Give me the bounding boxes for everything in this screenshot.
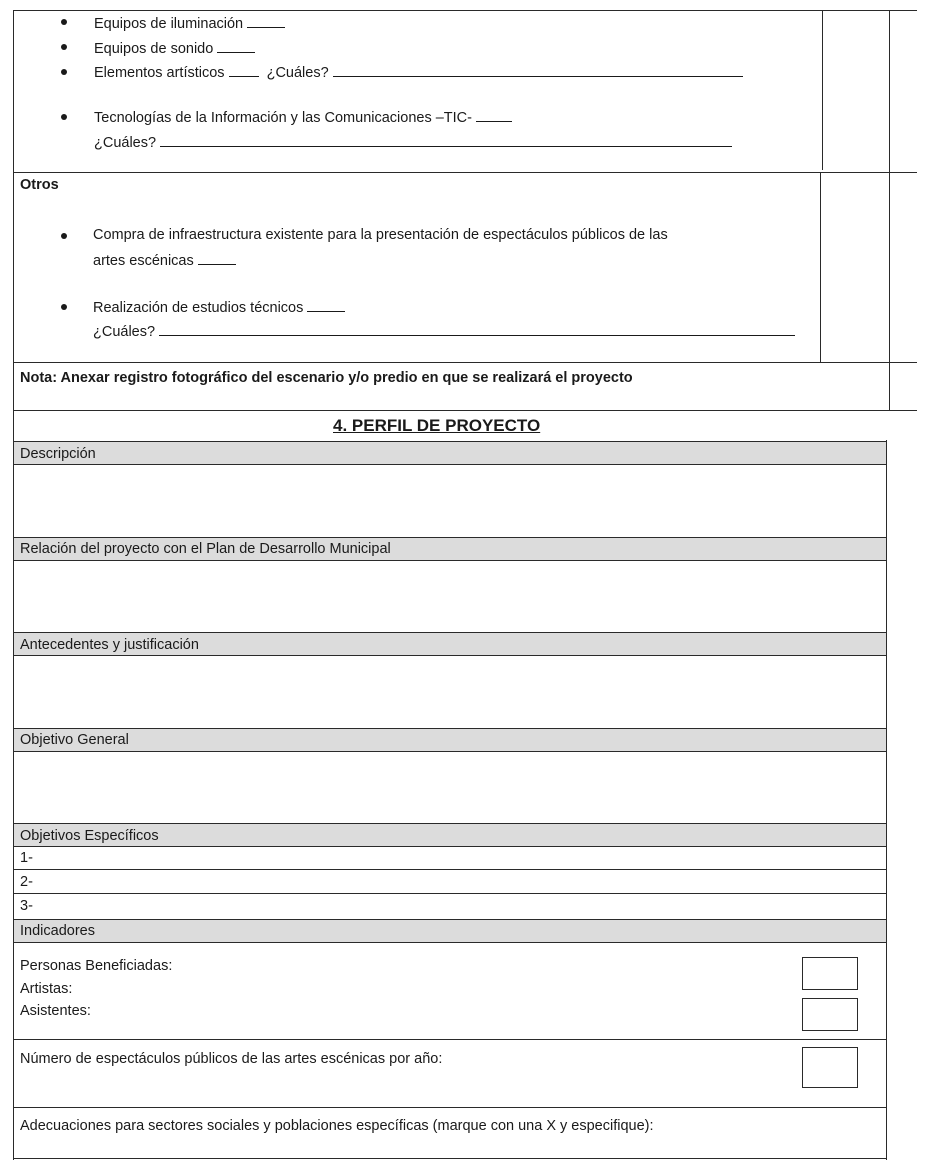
- otros-item-1-line1: Compra de infraestructura existente para la presentación de espectáculos públicos de las: [93, 227, 668, 243]
- bullet-icon: [61, 233, 67, 239]
- answer-blank[interactable]: [476, 107, 512, 122]
- descripcion-label: Descripción: [20, 446, 96, 462]
- answer-blank[interactable]: [247, 13, 285, 28]
- item-question: ¿Cuáles?: [266, 65, 329, 81]
- item-artisticos: [94, 62, 743, 82]
- item-sonido: [94, 38, 255, 58]
- item-label: Equipos de sonido: [94, 41, 214, 57]
- relacion-field[interactable]: [15, 562, 885, 630]
- item-label: Realización de estudios técnicos: [93, 300, 304, 316]
- answer-blank[interactable]: [229, 62, 259, 77]
- antecedentes-field[interactable]: [15, 657, 885, 727]
- item-label: Elementos artísticos: [94, 65, 225, 81]
- otros-item-2: [93, 297, 345, 317]
- numero-espectaculos-box[interactable]: [802, 1047, 858, 1088]
- objetivo-3[interactable]: 3-: [20, 898, 33, 914]
- personas-label: Personas Beneficiadas:: [20, 958, 173, 974]
- otros-item-2-question: [93, 321, 795, 341]
- relacion-label: Relación del proyecto con el Plan de Desarrollo Municipal: [20, 541, 391, 557]
- objetivo-2[interactable]: 2-: [20, 874, 33, 890]
- numero-espectaculos-label: Número de espectáculos públicos de las artes escénicas por año:: [20, 1051, 443, 1067]
- label-bar: [14, 920, 886, 942]
- item-tic: [94, 107, 512, 127]
- answer-blank[interactable]: [198, 250, 236, 265]
- item-question: ¿Cuáles?: [94, 135, 157, 151]
- item-iluminacion: [94, 13, 285, 33]
- answer-blank[interactable]: [307, 297, 345, 312]
- item-label: artes escénicas: [93, 253, 194, 269]
- otros-heading: Otros: [20, 177, 59, 193]
- label-bar: [14, 729, 886, 751]
- answer-blank[interactable]: [217, 38, 255, 53]
- objetivo-general-label: Objetivo General: [20, 732, 129, 748]
- section-title: 4. PERFIL DE PROYECTO: [333, 416, 541, 435]
- bullet-icon: [61, 69, 67, 75]
- asistentes-label: Asistentes:: [20, 1003, 91, 1019]
- adecuaciones-label: Adecuaciones para sectores sociales y poblaciones específicas (marque con una X y especifique):: [20, 1118, 654, 1134]
- asistentes-box[interactable]: [802, 998, 858, 1031]
- bullet-icon: [61, 19, 67, 25]
- artistas-label: Artistas:: [20, 981, 73, 997]
- item-label: Equipos de iluminación: [94, 16, 244, 32]
- otros-item-1-line2: [93, 250, 236, 270]
- nota-text: Nota: Anexar registro fotográfico del escenario y/o predio en que se realizará el proyecto: [20, 370, 633, 386]
- item-question: ¿Cuáles?: [93, 324, 156, 340]
- antecedentes-label: Antecedentes y justificación: [20, 637, 199, 653]
- label-bar: [14, 442, 886, 464]
- objetivo-general-field[interactable]: [15, 753, 885, 821]
- answer-blank[interactable]: [160, 132, 732, 147]
- item-tic-question: [94, 132, 732, 152]
- descripcion-field[interactable]: [15, 466, 885, 536]
- bullet-icon: [61, 114, 67, 120]
- item-label: Tecnologías de la Información y las Comunicaciones –TIC-: [94, 110, 472, 126]
- objetivo-1[interactable]: 1-: [20, 850, 33, 866]
- artistas-box[interactable]: [802, 957, 858, 990]
- objetivos-especificos-label: Objetivos Específicos: [20, 828, 159, 844]
- answer-blank[interactable]: [333, 62, 743, 77]
- indicadores-label: Indicadores: [20, 923, 95, 939]
- answer-blank[interactable]: [159, 321, 795, 336]
- bullet-icon: [61, 44, 67, 50]
- bullet-icon: [61, 304, 67, 310]
